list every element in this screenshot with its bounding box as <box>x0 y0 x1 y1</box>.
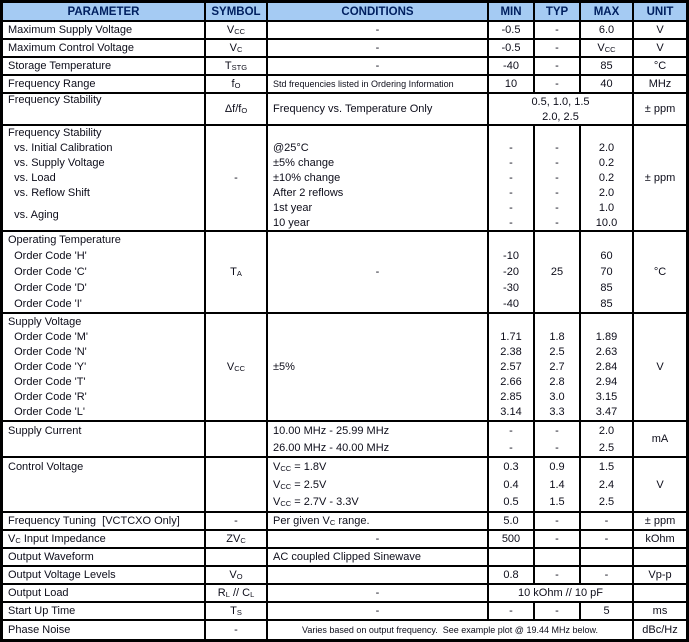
cell-min: -40 <box>489 58 535 74</box>
cell-typ: 25 <box>535 232 581 312</box>
cell-max: 85 <box>581 58 634 74</box>
cell-cond: Varies based on output frequency. See example plot @ 19.44 MHz below. <box>268 621 634 639</box>
cell-line: ±10% change <box>273 172 341 184</box>
cell-line: Order Code 'T' <box>8 376 86 389</box>
cell-line: - <box>509 441 513 454</box>
cell-line: 1st year <box>273 201 313 214</box>
cell-line: V $_{CC}$ = 1.8V <box>273 460 327 473</box>
cell-max: - <box>581 531 634 547</box>
cell-typ: - <box>535 603 581 619</box>
cell-line: 2.8 <box>549 376 565 389</box>
cell-line <box>535 314 579 329</box>
cell-max <box>581 232 634 312</box>
cell-min <box>489 314 535 420</box>
cell-line: Order Code 'R' <box>8 391 87 404</box>
cell-line: Order Code 'H' <box>8 250 87 262</box>
cell-param <box>3 422 206 456</box>
cell-line <box>581 126 632 141</box>
cell-cond: - <box>268 40 489 56</box>
cell-param: Output Voltage Levels <box>3 567 206 583</box>
cell-min <box>489 422 535 456</box>
cell-line: Frequency Stability <box>8 127 102 140</box>
row-start-up-time <box>3 603 686 621</box>
row-output-load <box>3 585 686 603</box>
cell-min: 0.8 <box>489 567 535 583</box>
cell-line: 0.2 <box>598 172 615 184</box>
cell-line: 0.3 <box>503 460 519 473</box>
cell-cond: - <box>268 22 489 38</box>
row-frequency-stability-details <box>3 126 686 232</box>
cell-line: vs. Supply Voltage <box>8 157 105 170</box>
cell-param: Output Waveform <box>3 549 206 565</box>
column-header-symbol: SYMBOL <box>206 3 268 20</box>
cell-line: 85 <box>600 282 613 294</box>
cell-line: 2.5 <box>598 496 615 509</box>
cell-line: vs. Load <box>8 172 56 184</box>
cell-line: 2.0 <box>598 142 615 155</box>
cell-unit: V <box>656 24 664 36</box>
cell-symbol: Δf/f $_O$ <box>206 94 268 124</box>
cell-max <box>581 549 634 565</box>
column-header-min: MIN <box>489 3 535 20</box>
cell-line: 60 <box>600 250 613 262</box>
cell-line: - <box>509 172 513 184</box>
cell-line: 2.5 <box>598 441 615 454</box>
row-vc-input-impedance <box>3 531 686 549</box>
cell-unit: ms <box>652 605 668 617</box>
cell-min: 5.0 <box>489 513 535 529</box>
row-operating-temperature <box>3 232 686 314</box>
cell-unit: V <box>656 42 664 54</box>
cell-cond <box>268 567 489 583</box>
cell-symbol: - <box>206 513 268 529</box>
column-header-typ: TYP <box>535 3 581 20</box>
cell-line: - <box>555 424 559 437</box>
cell-line: Order Code 'Y' <box>8 360 87 373</box>
cell-line: 1.5 <box>549 496 565 509</box>
cell-cond: - <box>268 585 489 601</box>
cell-typ: - <box>535 22 581 38</box>
cell-line: - <box>555 157 559 170</box>
cell-line <box>3 439 204 456</box>
cell-cond: Std frequencies listed in Ordering Information <box>268 76 489 92</box>
cell-cond: Per given V $_C$ range. <box>268 513 489 529</box>
cell-typ <box>535 314 581 420</box>
cell-line: 0.9 <box>549 460 565 473</box>
cell-line: 1.5 <box>598 460 615 473</box>
cell-min <box>489 232 535 312</box>
cell-line <box>581 232 632 248</box>
cell-symbol: - <box>206 126 268 230</box>
cell-line: - <box>555 142 559 155</box>
cell-max <box>581 422 634 456</box>
cell-line: 2.5 <box>549 345 565 358</box>
cell-param <box>3 314 206 420</box>
cell-line: - <box>509 424 513 437</box>
cell-unit: mA <box>651 433 669 445</box>
cell-line: 2.57 <box>500 360 522 373</box>
cell-line: 2.0, 2.5 <box>542 110 579 123</box>
cell-symbol: T $_S$ <box>206 603 268 619</box>
cell-line: vs. Reflow Shift <box>8 186 90 199</box>
cell-line: @25°C <box>273 142 309 155</box>
cell-min <box>489 126 535 230</box>
cell-min: -0.5 <box>489 22 535 38</box>
row-output-waveform <box>3 549 686 567</box>
cell-line <box>489 126 533 141</box>
row-frequency-tuning <box>3 513 686 531</box>
cell-line: -20 <box>503 266 519 278</box>
cell-symbol <box>206 458 268 511</box>
cell-unit: V <box>656 478 664 491</box>
cell-line <box>3 493 204 511</box>
cell-line: vs. Aging <box>8 209 59 222</box>
cell-typ <box>535 458 581 511</box>
cell-line: 1.89 <box>595 330 618 343</box>
cell-line: 10.00 MHz - 25.99 MHz <box>273 424 390 437</box>
cell-min: - <box>489 603 535 619</box>
cell-unit: °C <box>653 266 667 278</box>
cell-line: Control Voltage <box>8 460 84 473</box>
cell-line: -10 <box>503 250 519 262</box>
cell-line: 10.0 <box>595 216 618 229</box>
cell-line: - <box>509 201 513 214</box>
column-header-unit: UNIT <box>634 3 686 20</box>
cell-cond: - <box>268 531 489 547</box>
cell-line: Order Code 'I' <box>8 298 82 310</box>
cell-unit: dBc/Hz <box>642 624 678 636</box>
cell-line: - <box>555 201 559 214</box>
cell-param <box>3 126 206 230</box>
cell-typ <box>535 126 581 230</box>
cell-line: 1.71 <box>500 330 522 343</box>
cell-symbol: ZV $_C$ <box>206 531 268 547</box>
cell-line: 1.8 <box>549 330 565 343</box>
cell-min: 10 kOhm // 10 pF <box>489 585 634 601</box>
cell-line: - <box>555 216 559 229</box>
cell-param: Maximum Control Voltage <box>3 40 206 56</box>
cell-symbol: - <box>206 621 268 639</box>
row-output-voltage-levels <box>3 567 686 585</box>
cell-line: Supply Voltage <box>8 315 82 328</box>
cell-line: Order Code 'N' <box>8 345 87 358</box>
cell-symbol: T $_{STG}$ <box>206 58 268 74</box>
cell-line: - <box>555 441 559 454</box>
cell-line: 2.63 <box>595 345 618 358</box>
cell-line: 2.38 <box>500 345 522 358</box>
cell-line: 2.66 <box>500 376 522 389</box>
cell-line: V $_{CC}$ = 2.5V <box>273 478 327 491</box>
cell-line: V $_{CC}$ = 2.7V - 3.3V <box>273 496 359 509</box>
cell-line: Supply Current <box>8 424 82 437</box>
cell-line <box>3 476 204 494</box>
cell-line: 70 <box>600 266 613 278</box>
cell-line: ±5% change <box>273 157 335 170</box>
cell-cond <box>268 126 489 230</box>
column-header-max: MAX <box>581 3 634 20</box>
cell-cond: - <box>268 603 489 619</box>
cell-unit: Vp-p <box>648 569 672 581</box>
cell-line <box>489 314 533 329</box>
cell-line <box>581 314 632 329</box>
cell-line: - <box>509 142 513 155</box>
cell-unit: V <box>656 361 664 373</box>
cell-line: 3.47 <box>595 406 618 419</box>
cell-param: Maximum Supply Voltage <box>3 22 206 38</box>
cell-param: V $_C$ Input Impedance <box>3 531 206 547</box>
cell-symbol: f $_O$ <box>206 76 268 92</box>
row-control-voltage <box>3 458 686 513</box>
cell-line <box>268 126 487 141</box>
cell-line: 85 <box>600 298 613 310</box>
cell-typ: - <box>535 567 581 583</box>
cell-unit: MHz <box>648 78 672 90</box>
cell-param: Output Load <box>3 585 206 601</box>
cell-typ: - <box>535 531 581 547</box>
row-frequency-range <box>3 76 686 94</box>
cell-unit: ± ppm <box>644 172 676 184</box>
row-supply-voltage <box>3 314 686 422</box>
cell-line: After 2 reflows <box>273 186 344 199</box>
cell-max: 40 <box>581 76 634 92</box>
cell-unit <box>634 585 686 601</box>
row-maximum-control-voltage <box>3 40 686 58</box>
cell-typ <box>535 549 581 565</box>
cell-line: Order Code 'L' <box>8 406 85 419</box>
row-storage-temperature <box>3 58 686 76</box>
column-header-param: PARAMETER <box>3 3 206 20</box>
cell-max <box>581 314 634 420</box>
cell-line: Operating Temperature <box>8 234 121 246</box>
cell-symbol: V $_O$ <box>206 567 268 583</box>
cell-symbol: V $_{CC}$ <box>206 22 268 38</box>
cell-min: 10 <box>489 76 535 92</box>
cell-param: Storage Temperature <box>3 58 206 74</box>
cell-cond: - <box>268 58 489 74</box>
cell-line: 26.00 MHz - 40.00 MHz <box>273 441 390 454</box>
cell-typ: - <box>535 58 581 74</box>
cell-line: 2.7 <box>549 360 565 373</box>
cell-max: - <box>581 513 634 529</box>
cell-line: 2.4 <box>598 478 615 491</box>
cell-cond <box>268 422 489 456</box>
cell-line: 0.5, 1.0, 1.5 <box>531 95 590 108</box>
cell-cond: AC coupled Clipped Sinewave <box>268 549 489 565</box>
cell-typ: - <box>535 76 581 92</box>
cell-symbol <box>206 549 268 565</box>
cell-line <box>489 232 533 248</box>
cell-unit: ± ppm <box>644 515 676 527</box>
cell-cond: - <box>268 232 489 312</box>
cell-min <box>489 458 535 511</box>
row-phase-noise <box>3 621 686 639</box>
cell-cond: ±5% <box>268 314 489 420</box>
cell-line: 1.0 <box>598 201 615 214</box>
row-frequency-stability-vs-temperature <box>3 94 686 126</box>
cell-line: - <box>509 157 513 170</box>
cell-line: Order Code 'C' <box>8 266 87 278</box>
cell-line: 2.84 <box>595 360 618 373</box>
cell-line: 0.4 <box>503 478 519 491</box>
cell-param: Frequency Tuning [VCTCXO Only] <box>3 513 206 529</box>
cell-line: -40 <box>503 298 519 310</box>
cell-line: - <box>509 186 513 199</box>
cell-unit: °C <box>653 60 667 72</box>
cell-param <box>3 458 206 511</box>
cell-line: 0.5 <box>503 496 519 509</box>
cell-max: V $_{CC}$ <box>581 40 634 56</box>
cell-min: -0.5 <box>489 40 535 56</box>
cell-line: Order Code 'D' <box>8 282 87 294</box>
cell-line: - <box>555 172 559 184</box>
cell-unit <box>634 549 686 565</box>
row-maximum-supply-voltage <box>3 22 686 40</box>
cell-line: 2.85 <box>500 391 522 404</box>
cell-line: -30 <box>503 282 519 294</box>
cell-max <box>581 458 634 511</box>
cell-symbol: R $_L$ // C $_L$ <box>206 585 268 601</box>
cell-symbol: V $_C$ <box>206 40 268 56</box>
cell-typ <box>535 422 581 456</box>
row-supply-current <box>3 422 686 458</box>
cell-line: - <box>509 216 513 229</box>
cell-typ: - <box>535 513 581 529</box>
cell-cond: Frequency vs. Temperature Only <box>268 94 489 124</box>
cell-param <box>3 232 206 312</box>
cell-max <box>581 126 634 230</box>
cell-param: Frequency Stability <box>3 94 206 124</box>
cell-line: vs. Initial Calibration <box>8 142 113 155</box>
cell-line: Order Code 'M' <box>8 330 89 343</box>
cell-line: 3.14 <box>500 406 522 419</box>
cell-line: 3.3 <box>549 406 565 419</box>
cell-max: - <box>581 567 634 583</box>
cell-line: - <box>555 186 559 199</box>
cell-line <box>535 126 579 141</box>
cell-symbol: V $_{CC}$ <box>206 314 268 420</box>
cell-line: 2.94 <box>595 376 618 389</box>
cell-line: 0.2 <box>598 157 615 170</box>
cell-min: 500 <box>489 531 535 547</box>
cell-line: 3.0 <box>549 391 565 404</box>
cell-param: Start Up Time <box>3 603 206 619</box>
cell-line: 2.0 <box>598 424 615 437</box>
cell-unit: kOhm <box>645 533 675 545</box>
cell-symbol: T $_A$ <box>206 232 268 312</box>
cell-param: Frequency Range <box>3 76 206 92</box>
cell-line: 10 year <box>273 216 310 229</box>
cell-line: 1.4 <box>549 478 565 491</box>
cell-typ: - <box>535 40 581 56</box>
column-header-cond: CONDITIONS <box>268 3 489 20</box>
cell-line: 2.0 <box>598 186 615 199</box>
cell-unit: ± ppm <box>644 103 676 115</box>
table-header-row <box>3 3 686 22</box>
cell-min <box>489 94 634 124</box>
cell-line: 3.15 <box>595 391 618 404</box>
cell-param: Phase Noise <box>3 621 206 639</box>
cell-min <box>489 549 535 565</box>
cell-cond <box>268 458 489 511</box>
cell-max: 6.0 <box>581 22 634 38</box>
cell-max: 5 <box>581 603 634 619</box>
cell-symbol <box>206 422 268 456</box>
